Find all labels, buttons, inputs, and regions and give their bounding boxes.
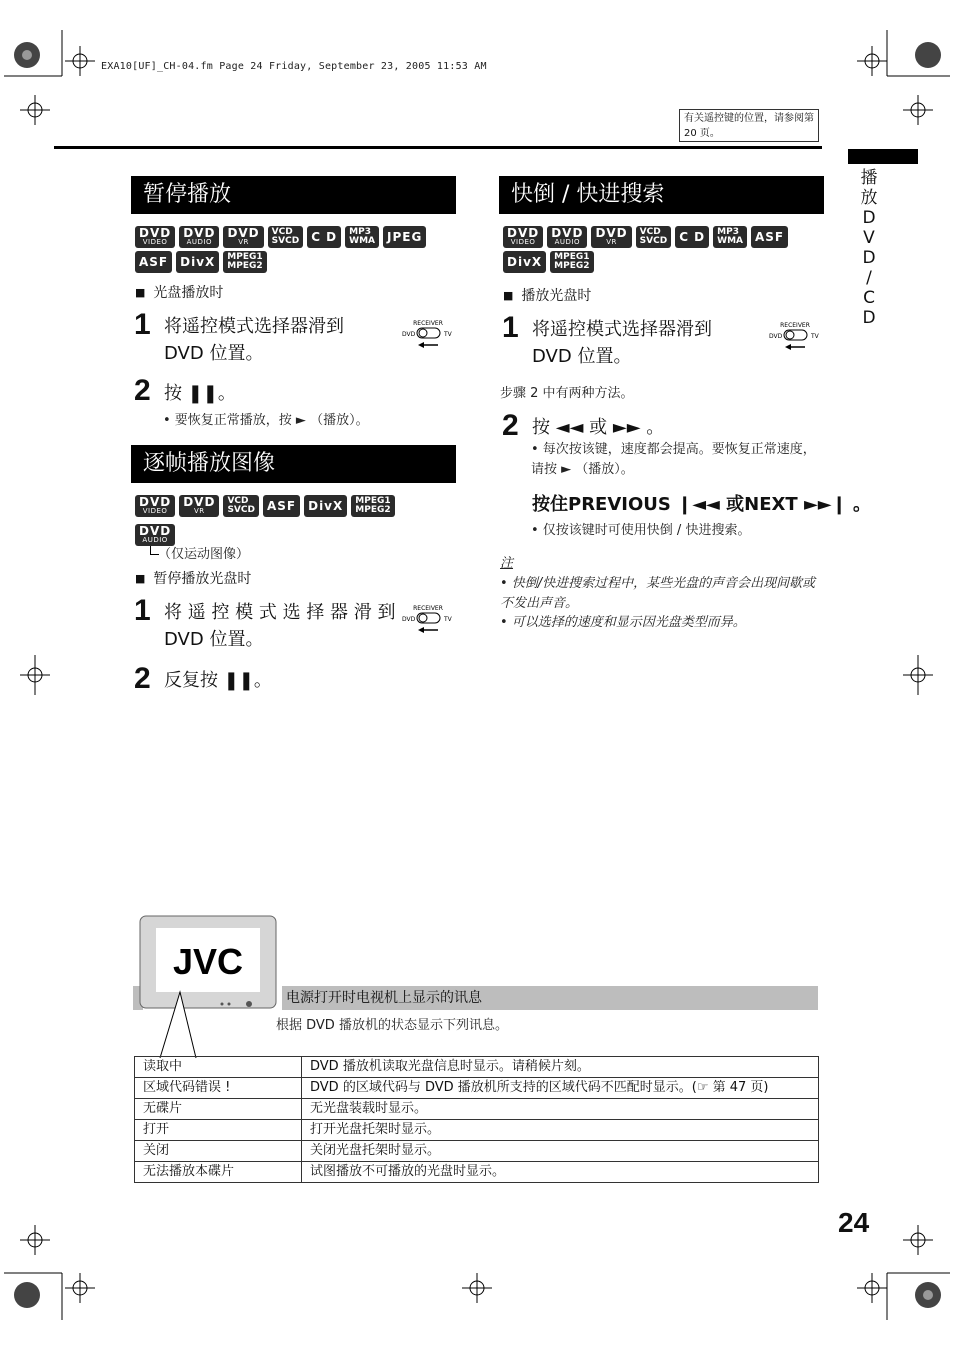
- switch-label-dvd: DVD: [769, 333, 783, 340]
- message-description: 打开光盘托架时显示。: [302, 1120, 819, 1141]
- badge-dvd-audio: DVD AUDIO: [135, 524, 175, 546]
- message-text: 无法播放本碟片: [135, 1162, 302, 1183]
- badge-dvd-audio: DVD AUDIO: [179, 226, 219, 248]
- badge-dvd-vr: DVD VR: [223, 226, 263, 248]
- mode-switch-icon: [769, 320, 825, 354]
- switch-label-receiver: RECEIVER: [413, 320, 443, 327]
- table-row: [135, 1057, 819, 1078]
- badge-cd: C D: [675, 226, 709, 248]
- badge-dvd-vr: DVD VR: [591, 226, 631, 248]
- badge-dvd-video: DVD VIDEO: [135, 495, 175, 517]
- badge-cd: C D: [307, 226, 341, 248]
- search-step2-number: 2: [502, 409, 519, 442]
- switch-label-dvd: DVD: [402, 331, 416, 338]
- badge-divx: DivX: [503, 251, 546, 273]
- search-alt-method: 按住PREVIOUS ❙◄◄ 或NEXT ►►❙ 。: [532, 494, 871, 515]
- pause-note: • 要恢复正常播放，按 ► （播放）。: [163, 413, 369, 428]
- table-row: [135, 1141, 819, 1162]
- pause-condition: ■ 光盘播放时: [135, 282, 223, 302]
- message-description: 关闭光盘托架时显示。: [302, 1141, 819, 1162]
- message-text: 关闭: [135, 1141, 302, 1162]
- badge-dvd-video: DVD VIDEO: [135, 226, 175, 248]
- top-rule: [54, 146, 822, 149]
- messages-subtitle: 根据 DVD 播放机的状态显示下列讯息。: [276, 1018, 508, 1033]
- search-alt-note: • 仅按该键时可使用快倒 / 快进搜索。: [531, 523, 751, 538]
- message-text: 打开: [135, 1120, 302, 1141]
- frame-step1-number: 1: [134, 594, 151, 627]
- switch-label-receiver: RECEIVER: [413, 605, 443, 612]
- frame-step2-number: 2: [134, 662, 151, 695]
- frame-section-title: 逐帧播放图像: [131, 445, 456, 483]
- badge-divx: DivX: [176, 251, 219, 273]
- frame-disc-badges: [135, 495, 455, 517]
- search-step1-number: 1: [502, 311, 519, 344]
- badge-dvd-video: DVD VIDEO: [503, 226, 543, 248]
- search-step1-text: 将遥控模式选择器滑到 DVD 位置。: [532, 319, 712, 367]
- message-text: 无碟片: [135, 1099, 302, 1120]
- badge-asf: ASF: [751, 226, 788, 248]
- pause-step1-number: 1: [134, 308, 151, 341]
- search-section-title: 快倒 / 快进搜索: [499, 176, 824, 214]
- badge-mp3-wma: MP3 WMA: [345, 226, 379, 248]
- table-row: [135, 1120, 819, 1141]
- search-step2-note: • 每次按该键，速度都会提高。要恢复正常速度，请按 ► （播放）。: [531, 442, 816, 477]
- switch-label-dvd: DVD: [402, 616, 416, 623]
- badge-mp3-wma: MP3 WMA: [713, 226, 747, 248]
- message-description: DVD 的区域代码与 DVD 播放机所支持的区域代码不匹配时显示。(☞ 第 47 页): [302, 1078, 819, 1099]
- message-description: DVD 播放机读取光盘信息时显示。请稍候片刻。: [302, 1057, 819, 1078]
- badge-mpeg: MPEG1 MPEG2: [223, 251, 266, 273]
- pause-section-title: 暂停播放: [131, 176, 456, 214]
- messages-table: [134, 1056, 819, 1183]
- message-text: 区域代码错误 !: [135, 1078, 302, 1099]
- badge-asf: ASF: [135, 251, 172, 273]
- pause-step2-text: 按 ❚❚。: [164, 383, 236, 404]
- search-condition: ■ 播放光盘时: [503, 285, 591, 305]
- print-header-line: EXA10[UF]_CH-04.fm Page 24 Friday, September 23, 2005 11:53 AM: [101, 61, 487, 72]
- frame-audio-badge: [135, 524, 175, 546]
- search-note-2: • 可以选择的速度和显示因光盘类型而异。: [500, 615, 746, 630]
- switch-label-tv: TV: [444, 616, 452, 623]
- message-description: 无光盘装载时显示。: [302, 1099, 819, 1120]
- mode-switch-icon: [402, 318, 458, 352]
- table-row: [135, 1162, 819, 1183]
- chapter-tab: [848, 149, 918, 164]
- mode-switch-icon: [402, 603, 458, 637]
- badge-jpeg: JPEG: [383, 226, 426, 248]
- table-row: [135, 1099, 819, 1120]
- table-row: [135, 1078, 819, 1099]
- tv-screen-illustration: [138, 914, 280, 1060]
- search-note-1: • 快倒/快进搜索过程中，某些光盘的声音会出现间歇或不发出声音。: [500, 576, 816, 611]
- badge-vcd-svcd: VCD SVCD: [636, 226, 672, 248]
- search-note-heading: 注: [500, 556, 514, 571]
- switch-label-receiver: RECEIVER: [780, 322, 810, 329]
- badge-vcd-svcd: VCD SVCD: [223, 495, 259, 517]
- badge-vcd-svcd: VCD SVCD: [268, 226, 304, 248]
- badge-asf: ASF: [263, 495, 300, 517]
- pause-step1-text: 将遥控模式选择器滑到 DVD 位置。: [164, 316, 344, 364]
- badge-mpeg: MPEG1 MPEG2: [550, 251, 593, 273]
- search-intro: 步骤 2 中有两种方法。: [500, 386, 634, 401]
- pause-step2-number: 2: [134, 374, 151, 407]
- switch-label-tv: TV: [444, 331, 452, 338]
- pause-disc-badges: [135, 226, 455, 273]
- page-number: 24: [838, 1207, 870, 1238]
- badge-divx: DivX: [304, 495, 347, 517]
- badge-dvd-audio: DVD AUDIO: [547, 226, 587, 248]
- frame-step2-text: 反复按 ❚❚。: [164, 670, 272, 691]
- search-step2-text: 按 ◄◄ 或 ►► 。: [532, 417, 665, 438]
- message-description: 试图播放不可播放的光盘时显示。: [302, 1162, 819, 1183]
- reference-note-box: 有关遥控键的位置，请参阅第 20 页。: [679, 109, 819, 142]
- switch-label-tv: TV: [811, 333, 819, 340]
- messages-section-title: 电源打开时电视机上显示的讯息: [282, 986, 818, 1010]
- frame-step1-text: 将 遥 控 模 式 选 择 器 滑 到 DVD 位置。: [164, 602, 396, 650]
- frame-condition: ■ 暂停播放光盘时: [135, 568, 251, 588]
- chapter-tab-label: 播 放 D V D / C D: [860, 168, 878, 328]
- badge-dvd-vr: DVD VR: [179, 495, 219, 517]
- message-text: 读取中: [135, 1057, 302, 1078]
- jvc-logo: JVC: [172, 941, 244, 982]
- frame-aside: （仅运动图像）: [158, 547, 250, 562]
- badge-mpeg: MPEG1 MPEG2: [351, 495, 394, 517]
- search-disc-badges: [503, 226, 823, 273]
